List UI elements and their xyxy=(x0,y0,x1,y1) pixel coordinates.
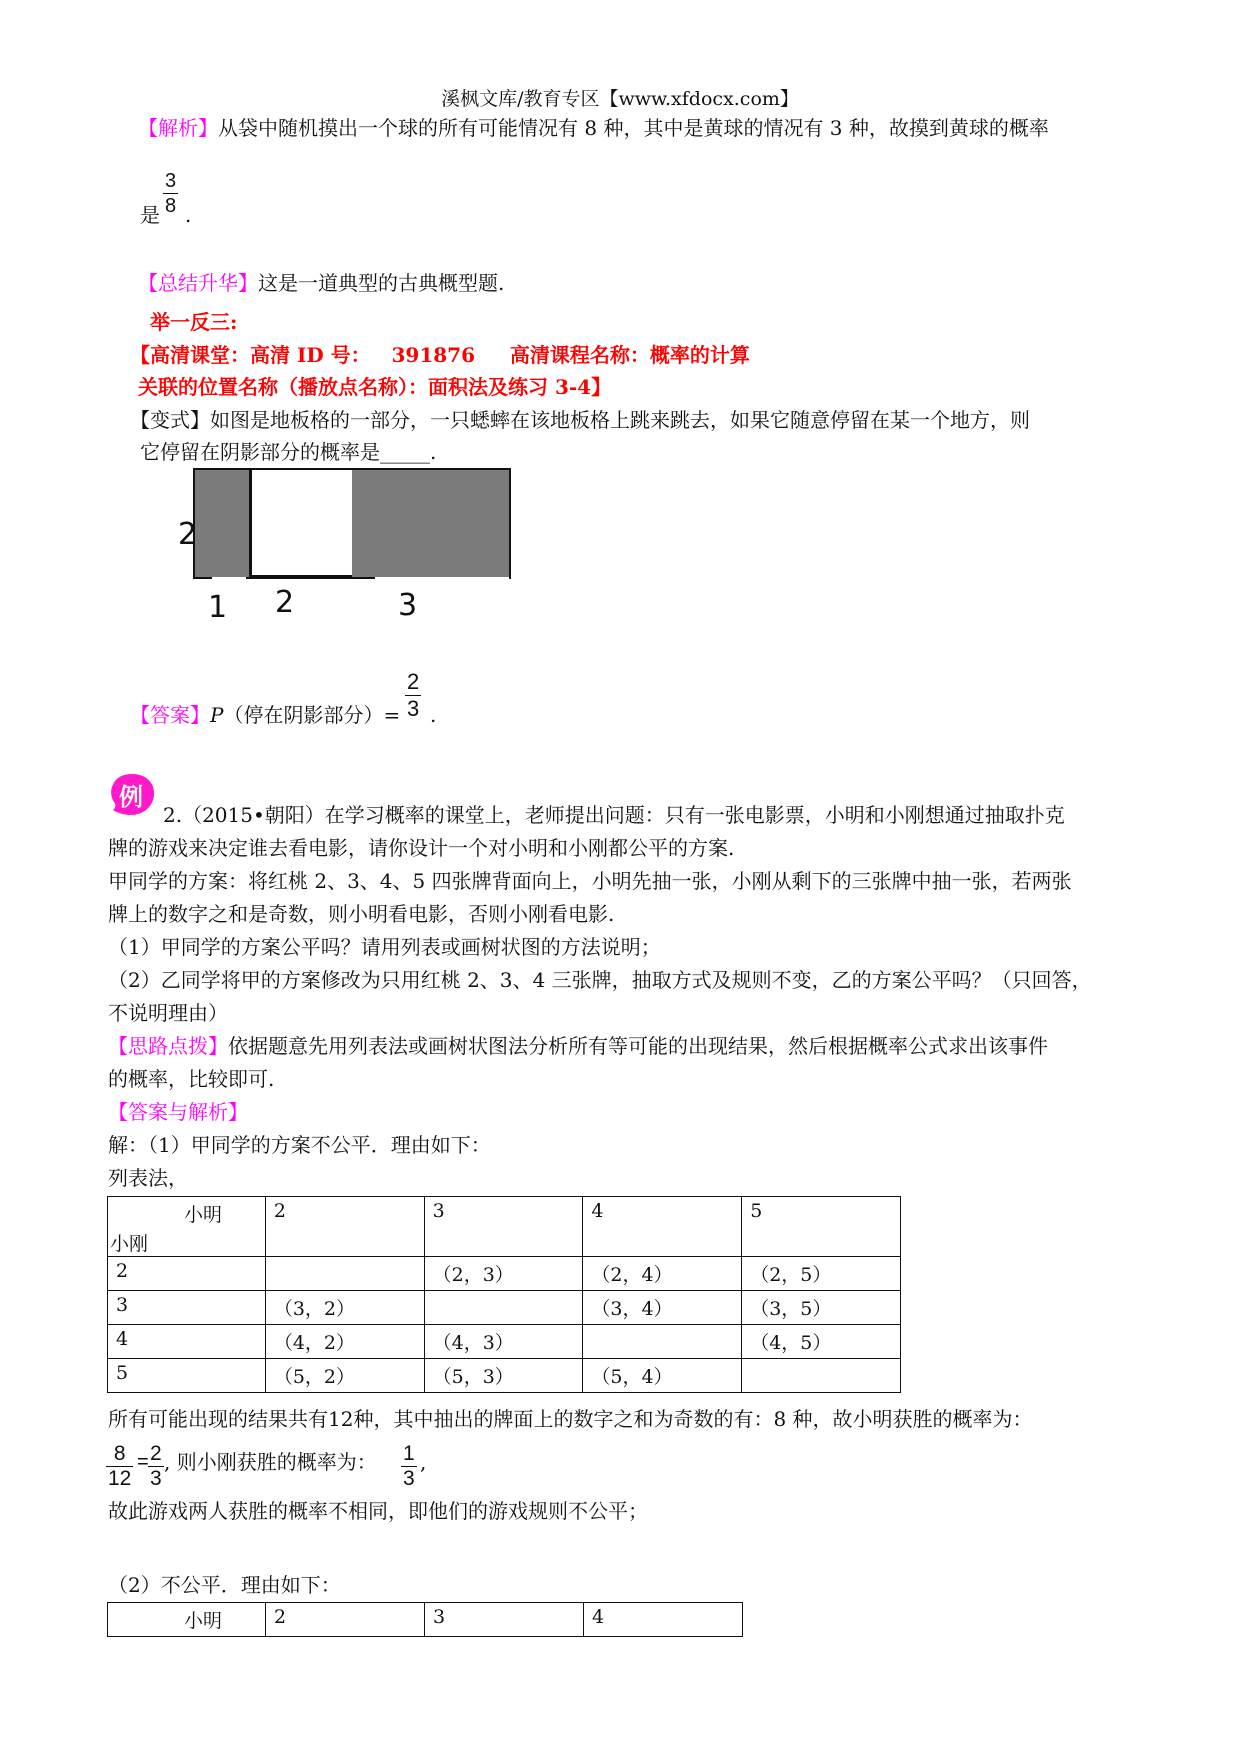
example-line7: 不说明理由） xyxy=(108,1001,228,1025)
extend-title: 举一反三: xyxy=(150,310,238,334)
hint-line1 xyxy=(108,1031,1048,1061)
solution-line2: 列表法， xyxy=(108,1166,188,1190)
floor-bottom-gap2 xyxy=(375,577,509,581)
table-header-cell: 3 xyxy=(424,1197,583,1257)
solution-line1: 解：（1）甲同学的方案不公平．理由如下： xyxy=(108,1133,491,1157)
table-header-row xyxy=(108,1603,743,1637)
solution-tag: 【答案与解析】 xyxy=(108,1100,248,1124)
summary-line xyxy=(138,268,504,298)
result-table xyxy=(107,1196,901,1393)
diagram-label-height: 2 xyxy=(178,517,198,552)
table-cell: （3，2） xyxy=(265,1291,424,1325)
variant-line1 xyxy=(130,405,1030,435)
table-cell xyxy=(265,1257,424,1291)
table-header-cell: 3 xyxy=(425,1603,584,1637)
example-line2: 牌的游戏来决定谁去看电影，请你设计一个对小明和小刚都公平的方案. xyxy=(108,836,735,860)
white-region-bottom-edge xyxy=(252,575,352,577)
example-badge-icon xyxy=(107,771,157,817)
diagram-label-1: 1 xyxy=(208,590,228,625)
table-cell: （5，3） xyxy=(424,1359,583,1393)
table-cell: （5，2） xyxy=(265,1359,424,1393)
analysis-text: 从袋中随机摸出一个球的所有可能情况有 8 种，其中是黄球的情况有 3 种，故摸到黄球的概率 xyxy=(218,116,1049,140)
fraction-denominator: 3 xyxy=(407,696,420,721)
solution-mid-text: , 则小刚获胜的概率为： xyxy=(164,1450,377,1474)
table-cell: （2，4） xyxy=(583,1257,742,1291)
analysis-prefix: 是 xyxy=(140,203,160,227)
answer-tag: 【答案】 xyxy=(130,703,210,727)
hint-text: 依据题意先用列表法或画树状图法分析所有等可能的出现结果，然后根据概率公式求出该事件 xyxy=(228,1034,1048,1058)
fraction-denominator: 3 xyxy=(150,1467,162,1490)
example-line1: 2.（2015•朝阳）在学习概率的课堂上，老师提出问题：只有一张电影票，小明和小刚想通过抽取扑克 xyxy=(163,803,1065,827)
shaded-region-right xyxy=(352,470,509,577)
solution-line4: 故此游戏两人获胜的概率不相同，即他们的游戏规则不公平； xyxy=(108,1499,648,1523)
result-table-2 xyxy=(107,1602,743,1637)
shaded-region-left xyxy=(195,470,249,577)
answer-line xyxy=(130,700,400,730)
solution-end-comma: , xyxy=(420,1450,427,1474)
table-cell: 5 xyxy=(108,1359,266,1393)
table-cell xyxy=(742,1359,901,1393)
table-cell: 3 xyxy=(108,1291,266,1325)
table-cell: 2 xyxy=(108,1257,266,1291)
table-row xyxy=(108,1257,901,1291)
extend-line2: 关联的位置名称（播放点名称）：面积法及练习 3-4】 xyxy=(138,375,612,399)
example-badge-text: 例 xyxy=(119,783,143,811)
answer-suffix: . xyxy=(430,703,437,727)
example-line4: 牌上的数字之和是奇数，则小明看电影，否则小刚看电影. xyxy=(108,902,615,926)
table-cell: （3，5） xyxy=(742,1291,901,1325)
equals-sign: = xyxy=(137,1451,149,1473)
summary-text: 这是一道典型的古典概型题. xyxy=(258,271,505,295)
summary-tag: 【总结升华】 xyxy=(138,271,258,295)
example-line3: 甲同学的方案：将红桃 2、3、4、5 四张牌背面向上，小明先抽一张，小刚从剩下的三张牌中抽一张，若两张 xyxy=(108,869,1072,893)
floor-diagram xyxy=(193,468,511,579)
answer-fraction xyxy=(405,670,421,721)
fraction-numerator: 1 xyxy=(403,1442,415,1465)
analysis-line xyxy=(138,113,1049,143)
floor-bottom-gap xyxy=(212,577,246,581)
diagram-label-2: 2 xyxy=(275,585,295,620)
fraction-numerator: 2 xyxy=(150,1442,162,1465)
diagram-label-3: 3 xyxy=(398,588,418,623)
answer-p: P xyxy=(210,703,224,727)
table-header-cell: 2 xyxy=(266,1603,425,1637)
variant-tag: 【变式】 xyxy=(130,408,210,432)
analysis-fraction xyxy=(163,170,178,217)
hint-line2: 的概率，比较即可. xyxy=(108,1067,275,1091)
table-row xyxy=(108,1325,901,1359)
extend-line1: 【高清课堂：高清 ID 号： 391876 高清课程名称：概率的计算 xyxy=(130,343,750,367)
table-header-cell: 5 xyxy=(742,1197,901,1257)
fraction-denominator: 12 xyxy=(108,1467,132,1490)
table-header-cell: 2 xyxy=(265,1197,424,1257)
fraction-1-3 xyxy=(401,1443,417,1490)
fraction-8-12 xyxy=(106,1443,133,1490)
table-row xyxy=(108,1359,901,1393)
table-header-cell: 4 xyxy=(583,1197,742,1257)
analysis-tag: 【解析】 xyxy=(138,116,218,140)
fraction-denominator: 8 xyxy=(165,195,177,217)
table-header-cell: 4 xyxy=(584,1603,743,1637)
table-header-row xyxy=(108,1197,901,1257)
fraction-denominator: 3 xyxy=(403,1467,415,1490)
table-cell: （2，3） xyxy=(424,1257,583,1291)
table-cell: （5，4） xyxy=(583,1359,742,1393)
corner-top-label: 小明 xyxy=(184,1204,223,1226)
table-cell: （4，2） xyxy=(265,1325,424,1359)
table-cell xyxy=(424,1291,583,1325)
variant-text: 如图是地板格的一部分，一只蟋蟀在该地板格上跳来跳去，如果它随意停留在某一个地方，则 xyxy=(210,408,1030,432)
table-cell: 4 xyxy=(108,1325,266,1359)
white-region xyxy=(252,470,352,577)
table-cell: （4，3） xyxy=(424,1325,583,1359)
example-line6: （2）乙同学将甲的方案修改为只用红桃 2、3、4 三张牌，抽取方式及规则不变，乙的方案公平吗？（只回答， xyxy=(108,968,1092,992)
corner-bottom-label: 小刚 xyxy=(110,1233,149,1255)
table-row xyxy=(108,1291,901,1325)
page-header: 溪枫文库/教育专区【www.xfdocx.com】 xyxy=(441,88,799,110)
table-corner-cell xyxy=(108,1197,266,1257)
solution-line5: （2）不公平．理由如下： xyxy=(108,1573,341,1597)
analysis-suffix: . xyxy=(185,203,192,227)
variant-line2: 它停留在阴影部分的概率是_____. xyxy=(140,440,437,464)
fraction-numerator: 2 xyxy=(407,669,420,694)
fraction-numerator: 3 xyxy=(165,170,177,192)
solution-line3: 所有可能出现的结果共有12种，其中抽出的牌面上的数字之和为奇数的有：8 种，故小明获胜的概率为： xyxy=(108,1407,1033,1431)
fraction-2-3 xyxy=(148,1443,164,1490)
fraction-numerator: 8 xyxy=(113,1442,126,1465)
table-cell xyxy=(583,1325,742,1359)
table-corner-cell: 小明 xyxy=(108,1603,266,1637)
table-cell: （2，5） xyxy=(742,1257,901,1291)
answer-text: （停在阴影部分）= xyxy=(223,703,401,727)
table-cell: （3，4） xyxy=(583,1291,742,1325)
table-cell: （4，5） xyxy=(742,1325,901,1359)
example-line5: （1）甲同学的方案公平吗？请用列表或画树状图的方法说明； xyxy=(108,935,661,959)
hint-tag: 【思路点拨】 xyxy=(108,1034,228,1058)
